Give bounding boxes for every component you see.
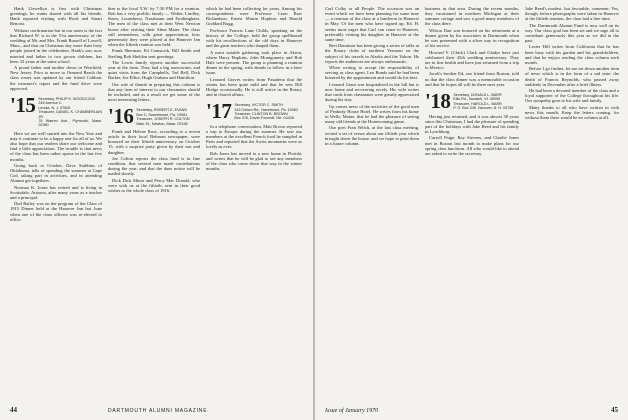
officer-line: Secretary, ROBERT E. EVANS: [136, 108, 187, 113]
paragraph: Our poet Fran Welch, at the last class meeting, recited a set of verses about our fiftieth year which brought down the house, and we hope to print them in a future column.: [325, 125, 419, 146]
paragraph: Hank Llewellyn is first with Christmas greetings, he wants shared with all his friends. Hank reported visiting with Hook and Stuart Benoist.: [10, 6, 102, 27]
paragraph: him to the local Y.W. by 7:30 PM for a reunion. Bob has a very prolific family — Walter, Lindley, Snow, Lounsberry, Nussbaum and Frothingham. The men of the class met at their West Newton house after visiting their Alma Mater. The class still remembers, with great appreciation, how generously they were placed at the Hanover Inn when the fiftieth reunion was held.: [108, 6, 200, 48]
officer-line: Secretary, VICTOR C. SMITH: [234, 103, 283, 108]
class-year-number: '16: [108, 104, 134, 129]
class-year-heading: [108, 104, 200, 129]
paragraph: Jacob's brother Ed, our friend from Boston, told us that the class dinner was a memorable occasion and that he hopes all will be there next year.: [425, 71, 519, 87]
paragraph: He had been a devoted member of the class and a loyal supporter of the College throughout his life. Our sympathy goes to his wife and family.: [525, 88, 619, 104]
paragraph: Dick Dick Minor and Percy Mac Donald, who were with us at the fiftieth, sent in their good wishes to the whole class of 1916.: [108, 177, 200, 194]
officer-line: Box C, Swarthmore, Pa. 19081: [136, 112, 188, 117]
class-officers: [453, 92, 513, 111]
officer-line: Treasurer, HAROLD L. BARR: [453, 101, 502, 106]
paragraph: Leonard Grant was hospitalized in the fall but is now home and recovering nicely. His wife writes that cards from classmates were greatly appreciated during his stay.: [325, 81, 419, 103]
class-year-number: '15: [10, 92, 36, 117]
officer-line: Treasurer, JOSEPH R. COLTON: [136, 117, 190, 122]
paragraph: The Dartmouth Alumni Fund is now well on its way. Our class goal has been set and we urge all to contribute generously this year as we did in the past.: [525, 22, 619, 44]
class-officers: [136, 107, 189, 126]
paragraph: Lester Hill writes from California that he has been busy with his garden and his grandchildren, and that he enjoys reading the class column each month.: [525, 44, 619, 65]
officer-line: Ellis Rd., Norwich, Vt. 05055: [453, 97, 501, 102]
paragraph: In a telephone conversation, Matt Brown reported a trip to Europe during the summer. He saw our members at the excellent French food he sampled in Paris and reported that the Swiss mountains were as lovely as ever.: [206, 123, 302, 150]
class-officers: [38, 96, 102, 128]
officer-line: 245 Avenue C: [38, 101, 62, 106]
class-year-heading: [425, 88, 519, 113]
paragraph: Frank and Helene Root, according to a recent article in their local Belmont newspaper, were honored on their fiftieth anniversary on October 15, with a surprise party given by their son and daughter.: [108, 129, 200, 155]
officer-line: Main St., Newton, Mass. 02158: [136, 121, 188, 126]
class-year-heading: [206, 99, 302, 124]
class-year-number: '18: [425, 88, 451, 113]
right-column-2: [425, 6, 519, 394]
left-page: [0, 0, 313, 420]
paragraph: Jake Reed's modest, but favorable, comment: Yes, though, before photographs were taken in Hanover at the fiftieth reunion, the class had a fine time.: [525, 6, 619, 22]
paragraph: A proud father and mother down in Westfield, New Jersey. Prior to move to Ormond Beach the class roster was updated by our friend Cobhan, the treasurer's report and the fund drive were approved.: [10, 65, 102, 91]
class-officers: [234, 102, 298, 121]
class-year-number: '17: [206, 99, 232, 124]
officer-line: Treasurer, CLINTON B. BROWN: [234, 112, 288, 117]
paragraph: Here we are well started into the New Year and may it continue to be a happy one for all of us. We also hope that our readers share our welcome and find a little appreciation. The trouble is that news of the class has been rather sparse in the last few months.: [10, 130, 102, 162]
right-page: [315, 0, 628, 420]
paragraph: Professor Francis Lane Childs, speaking on the history of the College, held the group spellbound with his recollections of the old days in Hanover and the great teachers who shaped them.: [206, 27, 302, 49]
paragraph: Leonard Graves writes from Pasadena that the winter has been quite mild and that he sees Bill Hodge occasionally. He is still active in the Rotary and in church affairs.: [206, 76, 302, 98]
page-number: 45: [611, 406, 618, 414]
paragraph: Frank Sherman, Ed Comstock, Bill Smith and Sterling Bob Sheldon sent greetings.: [108, 48, 200, 59]
officer-line: Box 376, Dover-Foxcroft, Me. 04426: [234, 116, 294, 121]
paragraph: Bert Dennison has been giving a series of talks at the Rotary clubs of northern Vermont on the subject of his travels in Alaska and the Yukon. He reports the audiences are always enthusiastic.: [325, 43, 419, 64]
class-year-heading: [10, 92, 102, 128]
right-column-3: [525, 6, 619, 394]
officer-line: Leonia, N. J. 07605: [38, 105, 71, 110]
paragraph: Norman K. Jones has retired and is living in Scottsdale, Arizona, after many years as a teacher and a principal.: [10, 184, 102, 200]
paragraph: Wilson Dart was honored on his retirement at a dinner given by his associates in Dartmouth when he was presented with a silver tray in recognition of his service.: [425, 27, 519, 49]
paragraph: Dud Bailey was on the program of the Class of 1915 Dinner held at the Hanover Inn last June when one of the class officers was re-elected to office.: [10, 201, 102, 222]
paragraph: business in that area. During the recent months, they vacationed in northern Michigan at their summer cottage and saw a good many members of the class there.: [425, 6, 519, 27]
paragraph: Many thanks to all who have written in with news this month. Keep the letters coming, for without them there would be no column at all.: [525, 104, 619, 121]
paragraph: Having just returned, and it was almost 30 years since this Christmas, I had the pleasure of spending part of the holidays with Jake Reed and his family in Lynchburg.: [425, 113, 519, 134]
left-column-2: [108, 6, 200, 394]
paragraph: The Lewis family reports another successful year at the farm. They had a big snowstorm, and quiet visits from the Campbells, Ted Bell, Dick Barker, Joe Elliot, Hugh Graham and Hamilton.: [108, 59, 200, 81]
page-number: 44: [10, 406, 17, 414]
officer-line: Secretary, PHILIP K. WOODCOCK: [38, 96, 96, 101]
issue-footer: Issue of January 1970: [325, 408, 379, 414]
paragraph: which he had been collecting for years. Among his correspondents were Professor Leon Burr Richardson, Ernest Martin Hopkins and Harold Goddard Rugg.: [206, 6, 302, 27]
paragraph: Without confirmation but in our notes is the fact that Richard W. is in the 51st anniversary of the wedding of Mr. and Mrs. Frank Russell of Lowell, Mass., and that on Christmas day more than forty people joined in the celebration. Hank's son, now married and father to two grown children, has been 33 years at the same school.: [10, 27, 102, 64]
paragraph: Carl Colby or all People. The occasion was an event which we have been planning for some time — a reunion of the class at a luncheon in Hanover in May. Of the men who have signed up, Ed. H. seems most eager that Carl can come to Hanover, preferably visiting his daughter in Hanover at the same time.: [325, 6, 419, 42]
officer-line: P. O. Box 345, Hanover, N. H. 03755: [453, 106, 514, 111]
officer-line: 76 Warren Ave., Plymouth, Mass. 02360: [38, 118, 102, 128]
paragraph: Up comes news of the activities of the good men of Peabody House Hotel. He writes from his home in Wells, Maine, that he had the pleasure of seeing many old friends at the Homecoming game.: [325, 103, 419, 125]
right-column-1: [325, 6, 419, 394]
paragraph: Before I go further, let me set down another item of news which is in the form of a sad note: the death of Francis Reynolds, who passed away suddenly in December after a brief illness.: [525, 66, 619, 87]
paragraph: A most notable gathering took place in Akron, where Harry Hopkins, John Montgomery and Bob Hale were present. The group is planning a reunion dinner in the spring, with details to follow in a later issue.: [206, 49, 302, 76]
left-column-3: [206, 6, 302, 394]
officer-line: 315 Oxford Rd., Havertown, Pa. 19083: [234, 107, 298, 112]
paragraph: Howard Y. (Chick) Clark and Gladys have just celebrated their 45th wedding anniversary. They are in fine health and have just returned from a trip to Mexico.: [425, 49, 519, 71]
magazine-footer: DARTMOUTH ALUMNI MAGAZINE: [108, 408, 208, 414]
officer-line: Secretary, DONALD L. BARR: [453, 92, 502, 97]
left-column-1: [10, 6, 102, 394]
officer-line: Treasurer, DANIEL K. CHAMBERLAIN JR.: [38, 110, 102, 119]
paragraph: Carroll Paige, Ray Stevens, and Charlie Jones met in Boston last month to make plans for our spring class luncheon. All who would like to attend are asked to write the secretary.: [425, 135, 519, 156]
paragraph: Bob Jones has moved to a new home in Florida, and writes that he will be glad to see any members of the class who come down that way in the winter months.: [206, 150, 302, 172]
paragraph: When writing to accept the responsibility of serving as class agent, Leo Bonds said he had been honored by the appointment and would do his best.: [325, 65, 419, 81]
paragraph: Going back to October, Dave Stubbins of Oklahoma, tells of spending the summer at Cape Cod, taking part in activities, and in attending Alumni get-togethers.: [10, 162, 102, 184]
paragraph: Our rule of thumb in preparing this column is that any item of interest to our classmates should be included, and as a result we get some of the most interesting letters.: [108, 81, 200, 103]
paragraph: Joe Colton reports the class fund is in fine condition, that several men made contributions during the year, and that the dues notice will be mailed shortly.: [108, 155, 200, 177]
